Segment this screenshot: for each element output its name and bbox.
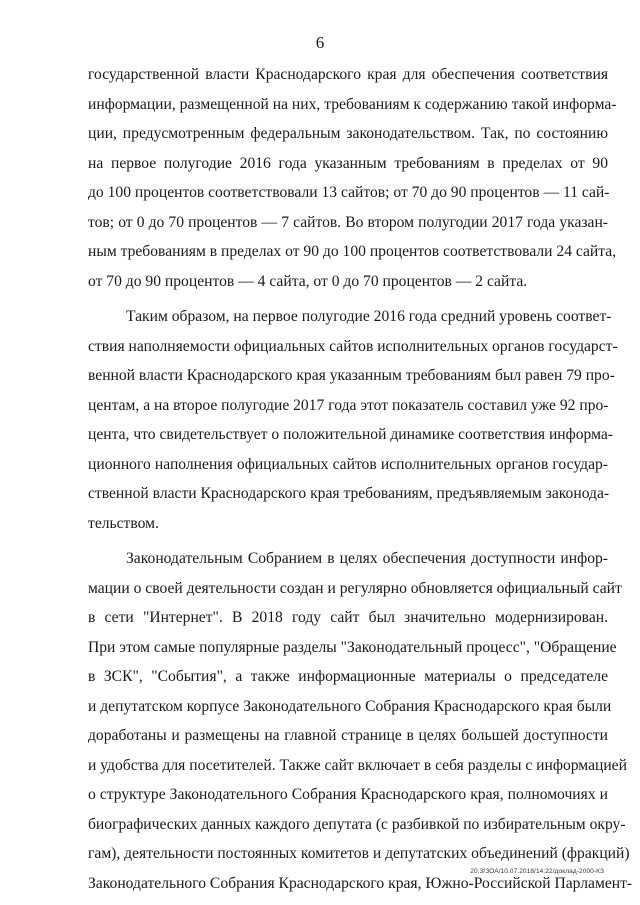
paragraph: [88, 60, 617, 296]
text-line: информации, размещенной на них, требованиям к содержанию такой информа-: [88, 95, 617, 113]
text-line: до 100 процентов соответствовали 13 сайтов; от 70 до 90 процентов — 11 сай-: [88, 184, 610, 201]
text-line: в ЗСК", "События", а также информационные материалы о председателе: [88, 668, 608, 685]
text-line: Таким образом, на первое полугодие 2016 года средний уровень соответ-: [126, 308, 612, 325]
paragraph: [88, 544, 633, 898]
text-line: ственной власти Краснодарского края требованиям, предъявляемым законода-: [88, 485, 610, 502]
text-line: на первое полугодие 2016 года указанным требованиям в пределах от 90: [88, 154, 608, 172]
text-line: центам, а на второе полугодие 2017 года этот показатель составил уже 92 про-: [88, 396, 609, 414]
text-line: Законодательным Собранием в целях обеспечения доступности инфор-: [126, 550, 608, 567]
text-line: государственной власти Краснодарского края для обеспечения соответствия: [88, 66, 608, 83]
text-line: от 70 до 90 процентов — 4 сайта, от 0 до 70 процентов — 2 сайта.: [88, 272, 528, 290]
text-line: ционного наполнения официальных сайтов исполнительных органов государ-: [88, 455, 608, 473]
text-line: и депутатском корпусе Законодательного Собрания Краснодарского края были: [88, 697, 612, 715]
text-line: ции, предусмотренным федеральным законодательством. Так, по состоянию: [88, 125, 608, 142]
paragraph: [88, 302, 618, 538]
page-number: 6: [315, 33, 325, 52]
text-line: о структуре Законодательного Собрания Краснодарского края, полномочиях и: [88, 786, 608, 803]
text-line: тов; от 0 до 70 процентов — 7 сайтов. Во втором полугодии 2017 года указан-: [88, 213, 608, 231]
text-line: При этом самые популярные разделы "Законодательный процесс", "Обращение: [88, 638, 617, 656]
text-line: венной власти Краснодарского края указанным требованиям был равен 79 про-: [88, 367, 615, 384]
text-line: ствия наполняемости официальных сайтов исполнительных органов государст-: [88, 337, 618, 355]
text-line: ным требованиям в пределах от 90 до 100 процентов соответствовали 24 сайта,: [88, 243, 617, 260]
text-line: Законодательного Собрания Краснодарского края, Южно-Российской Парламент-: [88, 874, 633, 892]
text-line: и удобства для посетителей. Также сайт включает в себя разделы с информацией: [88, 756, 627, 774]
footer-document-code: 20.3/ЗОА/10.07.2018/14:22/доклад-2000-КЗ: [470, 868, 604, 875]
text-line: биографических данных каждого депутата (с разбивкой по избирательным окру-: [88, 815, 626, 833]
text-line: в сети "Интернет". В 2018 году сайт был значительно модернизирован.: [88, 609, 608, 626]
text-line: тельством.: [88, 514, 159, 532]
text-line: цента, что свидетельствует о положительной динамике соответствия информа-: [88, 426, 613, 443]
text-line: доработаны и размещены на главной странице в целях большей доступности: [88, 727, 608, 744]
text-line: мации о своей деятельности создан и регулярно обновляется официальный сайт: [88, 579, 622, 597]
document-body: [88, 60, 633, 898]
text-line: гам), деятельности постоянных комитетов и депутатских объединений (фракций): [88, 845, 630, 862]
